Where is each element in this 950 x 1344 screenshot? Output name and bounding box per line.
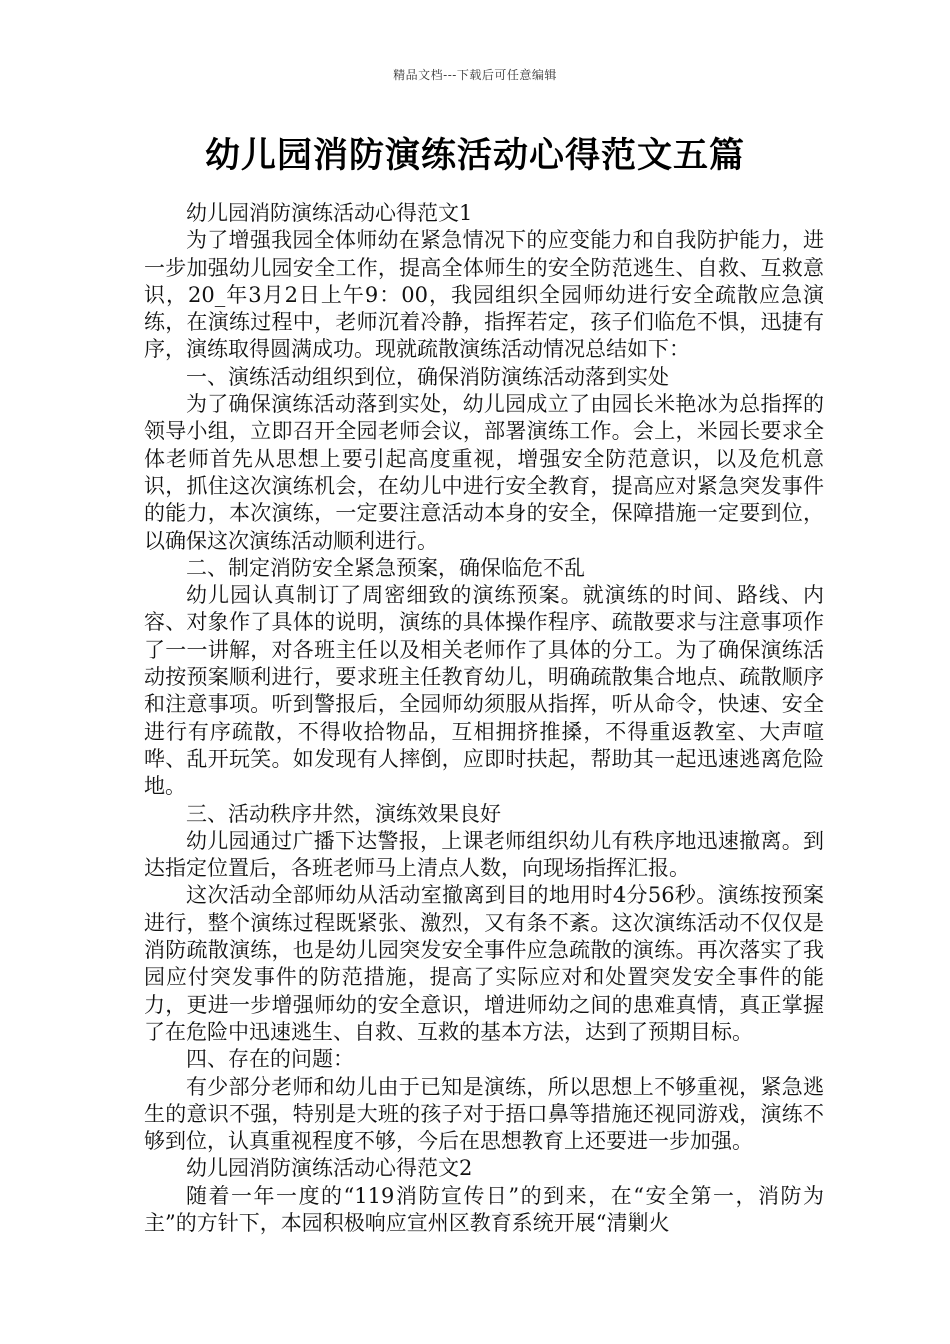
document-title: 幼儿园消防演练活动心得范文五篇 [204, 136, 745, 176]
section-heading: 幼儿园消防演练活动心得范文2 [186, 1156, 473, 1181]
paragraph: 为了确保演练活动落到实处，幼儿园成立了由园长米艳冰为总指挥的领导小组，立即召开全园老师会议，部署演练工作。会上，米园长要求全体老师首先从思想上要引起高度重视，增强安全防范意识，以及危机意识，抓住这次演练机会，在幼儿中进行安全教育，提高应对紧急突发事件的能力，本次演练，一定要注意活动本身的安全，保障措施一定要到位，以确保这次演练活动顺利进行。 [144, 392, 824, 553]
document-body [144, 200, 824, 1237]
paragraph: 幼儿园认真制订了周密细致的演练预案。就演练的时间、路线、内容、对象作了具体的说明，演练的具体操作程序、疏散要求与注意事项作了一一讲解，对各班主任以及相关老师作了具体的分工。为了确保演练活动按预案顺利进行，要求班主任教育幼儿，明确疏散集合地点、疏散顺序和注意事项。听到警报后，全园师幼须服从指挥，听从命令，快速、安全进行有序疏散，不得收拾物品，互相拥挤推搡，不得重返教室、大声喧哗、乱开玩笑。如发现有人摔倒，应即时扶起，帮助其一起迅速逃离危险地。 [144, 583, 824, 799]
section-heading: 二、制定消防安全紧急预案，确保临危不乱 [186, 555, 585, 580]
page-header: 精品文档---下载后可任意编辑 [393, 68, 557, 82]
section-heading: 三、活动秩序井然，演练效果良好 [186, 801, 501, 826]
paragraph: 为了增强我园全体师幼在紧急情况下的应变能力和自我防护能力，进一步加强幼儿园安全工作，提高全体师生的安全防范逃生、自救、互救意识，20_年3月2日上午9：00，我园组织全园师幼进行安全疏散应急演练，在演练过程中，老师沉着冷静，指挥若定，孩子们临危不惧，迅捷有序，演练取得圆满成功。现就疏散演练活动情况总结如下： [144, 228, 824, 362]
paragraph: 幼儿园通过广播下达警报，上课老师组织幼儿有秩序地迅速撤离。到达指定位置后，各班老师马上清点人数，向现场指挥汇报。 [144, 828, 824, 881]
paragraph: 这次活动全部师幼从活动室撤离到目的地用时4分56秒。演练按预案进行，整个演练过程既紧张、激烈，又有条不紊。这次演练活动不仅仅是消防疏散演练，也是幼儿园突发安全事件应急疏散的演练。再次落实了我园应付突发事件的防范措施，提高了实际应对和处置突发安全事件的能力，更进一步增强师幼的安全意识，增进师幼之间的患难真情，真正掌握了在危险中迅速逃生、自救、互救的基本方法，达到了预期目标。 [144, 883, 824, 1044]
section-heading: 四、存在的问题： [186, 1047, 354, 1072]
paragraph: 随着一年一度的“119消防宣传日”的到来，在“安全第一，消防为主”的方针下，本园积极响应宣州区教育系统开展“清剿火 [144, 1183, 824, 1235]
section-heading: 幼儿园消防演练活动心得范文1 [186, 201, 473, 225]
section-heading: 一、演练活动组织到位，确保消防演练活动落到实处 [186, 364, 669, 389]
paragraph: 有少部分老师和幼儿由于已知是演练，所以思想上不够重视，紧急逃生的意识不强，特别是大班的孩子对于捂口鼻等措施还视同游戏，演练不够到位，认真重视程度不够，今后在思想教育上还要进一步加强。 [144, 1074, 824, 1154]
